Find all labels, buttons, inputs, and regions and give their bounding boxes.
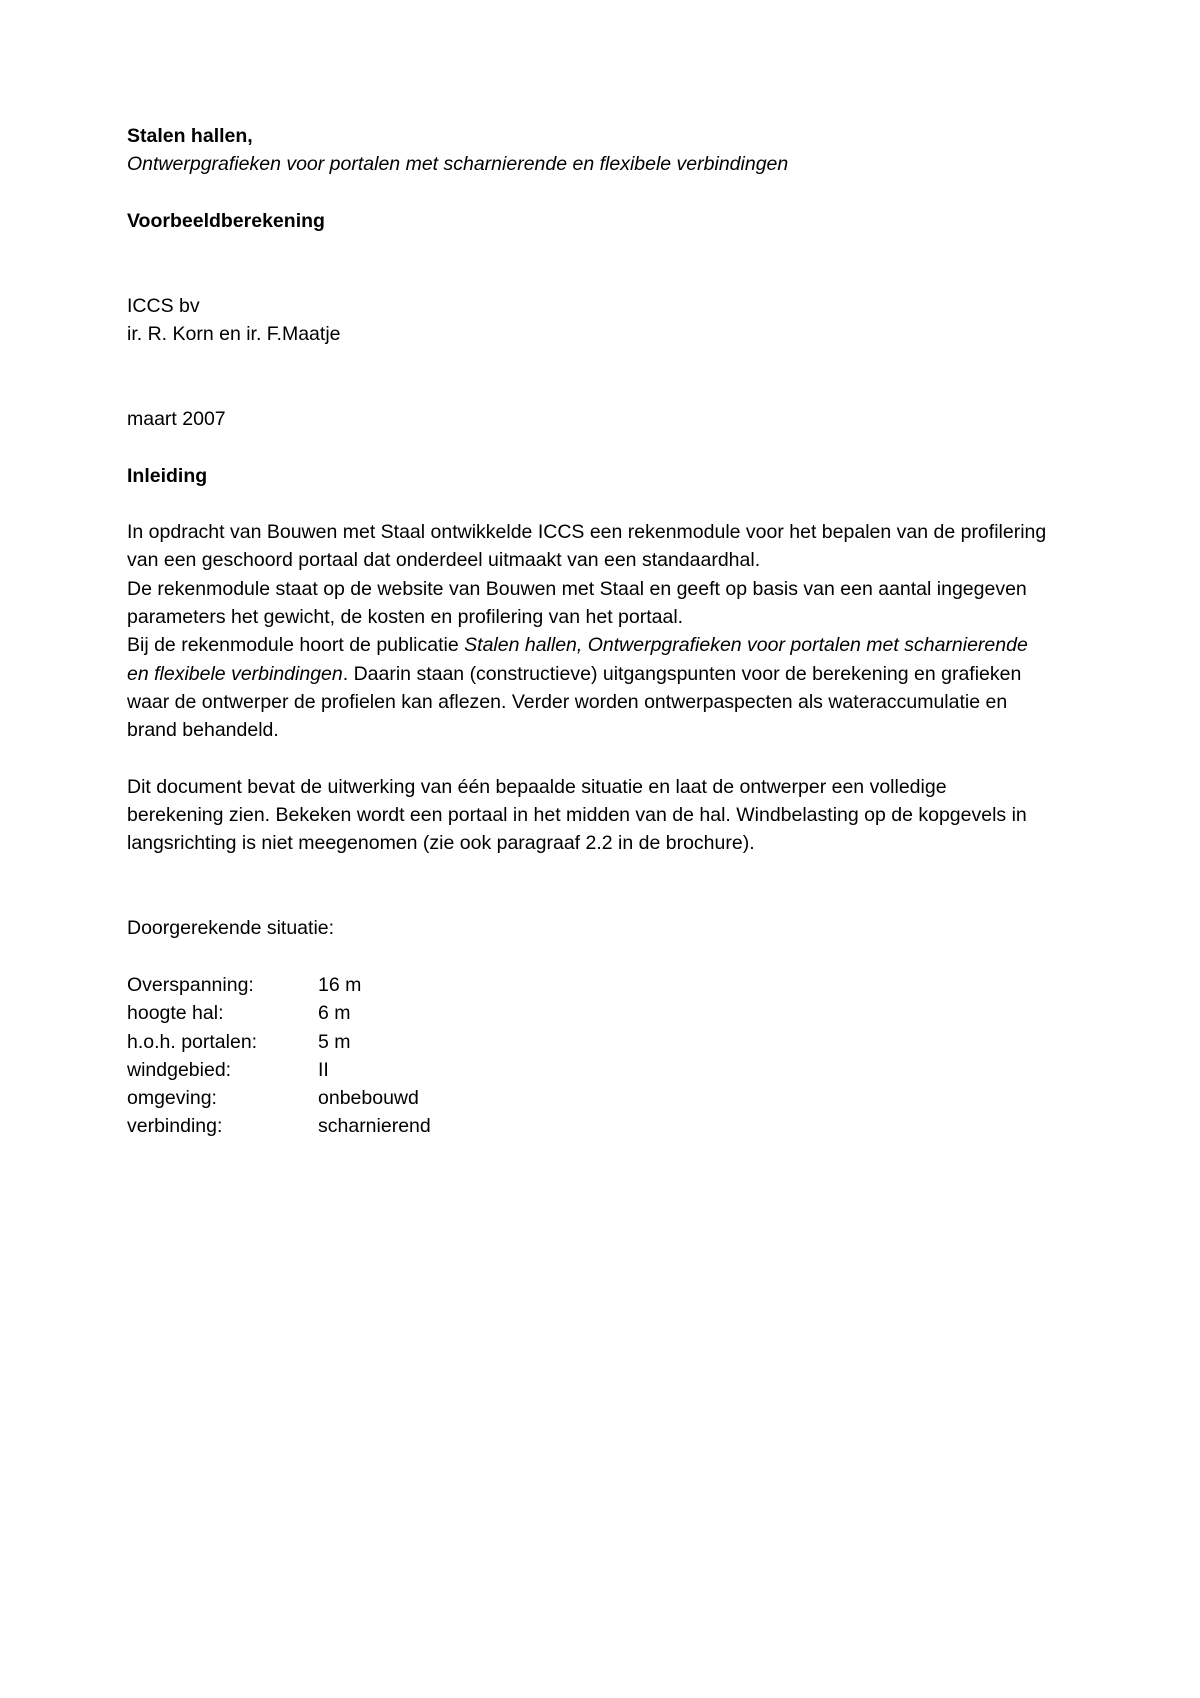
table-row	[127, 971, 431, 999]
author-names: ir. R. Korn en ir. F.Maatje	[127, 323, 341, 346]
spec-value: 6 m	[318, 1002, 351, 1025]
scope-paragraph-block	[127, 773, 1047, 858]
scope-paragraph: Dit document bevat de uitwerking van één bepaalde situatie en laat de ontwerper een volledige berekening zien. Bekeken wordt een portaal in het midden van de hal. Windbelasting op de kopgevels in langsrichting is niet meegenomen (zie ook paragraaf 2.2 in de brochure).	[127, 775, 1027, 855]
document-date: maart 2007	[127, 407, 226, 430]
document-content	[127, 122, 1047, 1141]
spec-value: onbebouwd	[318, 1087, 419, 1110]
spec-value: 5 m	[318, 1030, 351, 1053]
section-heading-inleiding: Inleiding	[127, 464, 208, 487]
situation-heading: Doorgerekende situatie:	[127, 917, 335, 940]
spec-value: II	[318, 1058, 329, 1081]
spec-value: scharnierend	[318, 1115, 431, 1138]
table-row	[127, 1028, 431, 1056]
table-row	[127, 1112, 431, 1140]
intro-paragraph-1: In opdracht van Bouwen met Staal ontwikkelde ICCS een rekenmodule voor het bepalen van de profilering van een geschoord portaal dat onderdeel uitmaakt van een standaardhal.	[127, 521, 1047, 572]
document-title: Stalen hallen,	[127, 125, 253, 147]
spec-label: windgebied:	[127, 1058, 232, 1081]
intro-paragraph-2: De rekenmodule staat op de website van Bouwen met Staal en geeft op basis van een aantal ingegeven parameters het gewicht, de kosten en profilering van het portaal.	[127, 577, 1027, 629]
spec-value: 16 m	[318, 973, 362, 996]
author-company: ICCS bv	[127, 294, 200, 317]
spec-label: h.o.h. portalen:	[127, 1030, 258, 1053]
publication-title: Stalen hallen, Ontwerpgrafieken voor portalen met scharnierende en flexibele verbindingen	[127, 634, 1028, 685]
spec-label: verbinding:	[127, 1115, 223, 1138]
spec-label: Overspanning:	[127, 973, 254, 996]
intro-paragraph-3	[127, 631, 1047, 744]
spec-label: omgeving:	[127, 1087, 217, 1110]
document-subtitle: Ontwerpgrafieken voor portalen met scharnierende en flexibele verbindingen	[127, 153, 789, 176]
spec-label: hoogte hal:	[127, 1002, 224, 1025]
table-row	[127, 1056, 431, 1084]
table-row	[127, 1084, 431, 1112]
table-row	[127, 999, 431, 1027]
intro-paragraph-3-end: . Daarin staan (constructieve) uitgangspunten voor de berekening en grafieken waar de ontwerper de profielen kan aflezen. Verder worden ontwerpaspecten als wateraccumulatie en brand behandeld.	[127, 662, 1022, 742]
intro-paragraph-3-start: Bij de rekenmodule hoort de publicatie	[127, 634, 465, 657]
situation-table	[127, 971, 431, 1141]
intro-paragraph-block	[127, 518, 1047, 744]
section-heading-voorbeeldberekening: Voorbeeldberekening	[127, 209, 325, 232]
